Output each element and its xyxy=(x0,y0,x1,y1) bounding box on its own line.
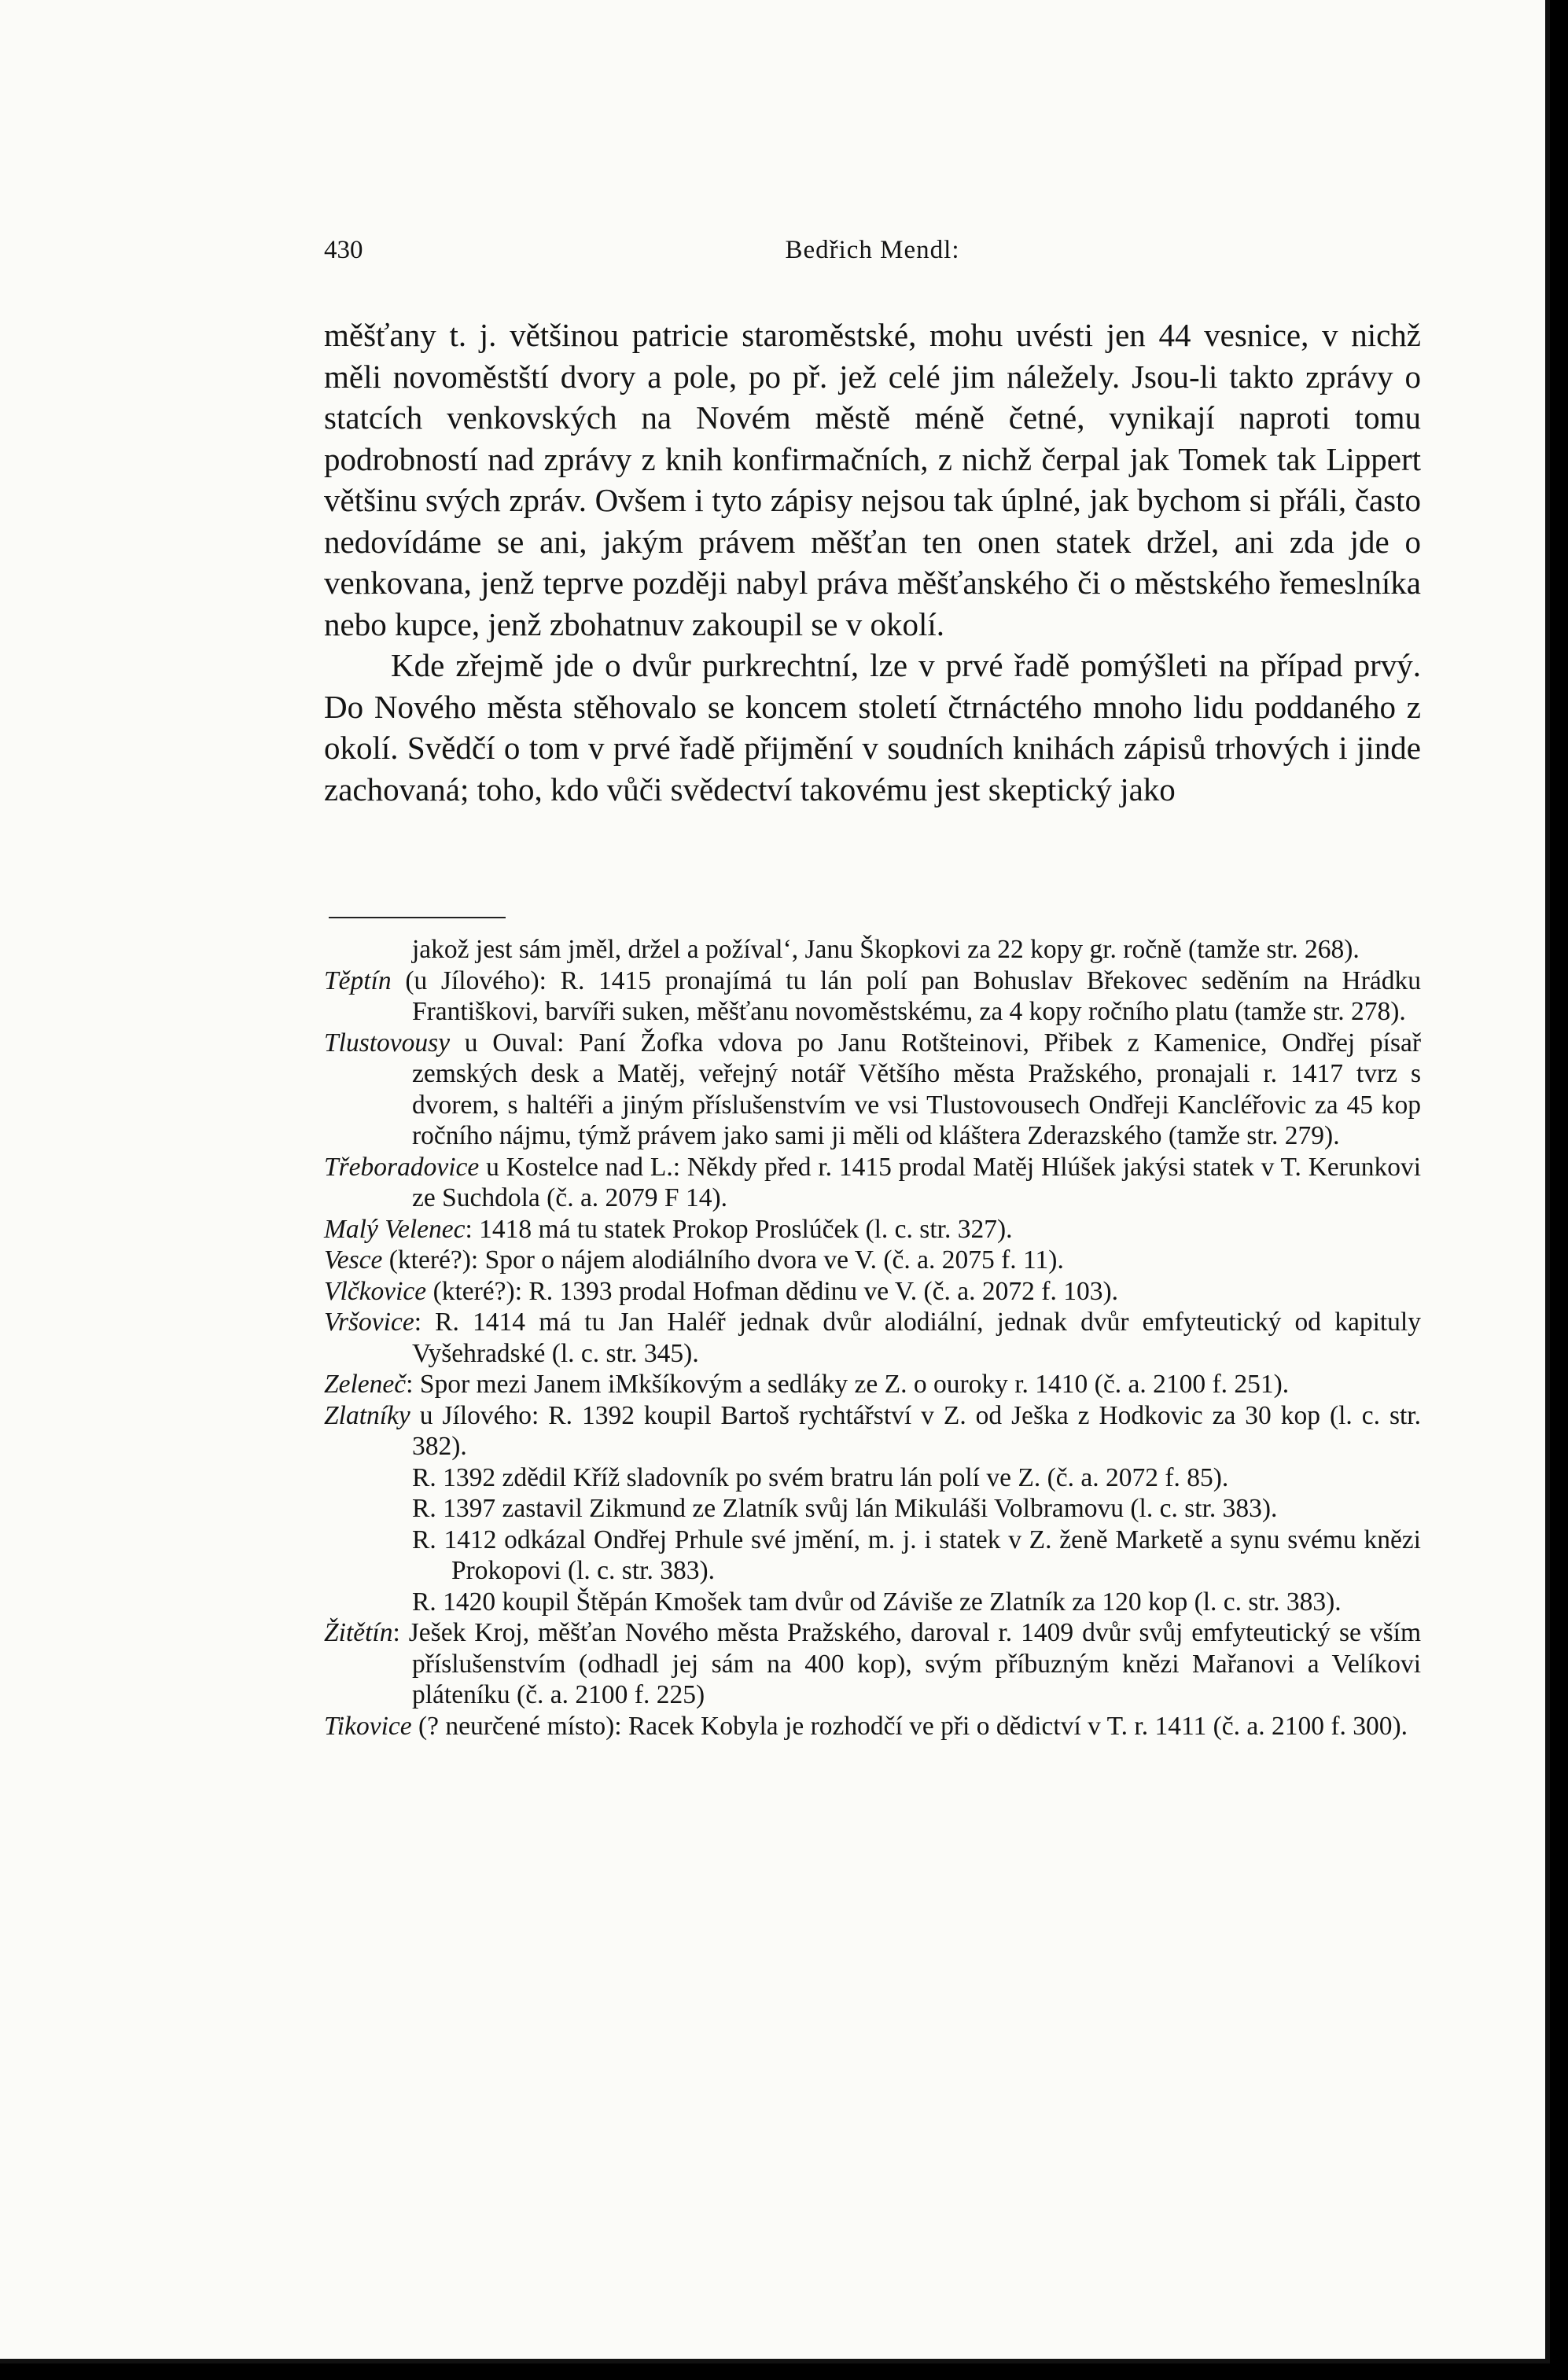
page-number: 430 xyxy=(324,236,363,264)
paragraph: měšťany t. j. většinou patricie staroměstské, mohu uvésti jen 44 vesnice, v nichž měli novoměstští dvory a pole, po př. jež celé jim náležely. Jsou-li takto zprávy o statcích venkovských na Novém městě méně četné, vynikají naproti tomu podrobností nad zprávy z knih konfirmačních, z nichž čerpal jak Tomek tak Lippert většinu svých zpráv. Ovšem i tyto zápisy nejsou tak úplné, jak bychom si přáli, často nedovídáme se ani, jakým právem měšťan ten onen statek držel, ani zda jde o venkovana, jenž teprve později nabyl práva měšťanského či o městského řemeslníka nebo kupce, jenž zbohatnuv zakoupil se v okolí. xyxy=(324,317,1421,642)
footnote-term: Malý Velenec xyxy=(324,1214,466,1244)
footnote-text: R. 1412 odkázal Ondřej Prhule své jmění, m. j. i statek v Z. ženě Marketě a synu svému knězi Prokopovi (l. c. str. 383). xyxy=(412,1525,1421,1585)
footnote-entry xyxy=(324,1493,1421,1525)
footnote-term: Žitětín xyxy=(324,1618,393,1647)
footnote-entry xyxy=(324,1369,1421,1400)
footnote-text: : Spor mezi Janem iMkšíkovým a sedláky ze Z. o ouroky r. 1410 (č. a. 2100 f. 251). xyxy=(406,1370,1290,1399)
footnote-entry xyxy=(324,1276,1421,1308)
footnote-text: u Jílového: R. 1392 koupil Bartoš rychtářství v Z. od Ješka z Hodkovic za 30 kop (l. c. str. 382). xyxy=(410,1400,1421,1461)
footnote-term: Těptín xyxy=(324,966,392,995)
footnote-entry xyxy=(324,966,1421,1028)
footnote-entry xyxy=(324,1525,1421,1587)
footnote-term: Vlčkovice xyxy=(324,1276,427,1306)
page-header xyxy=(324,236,1421,283)
footnote-entry xyxy=(324,934,1421,966)
footnote-text: (? neurčené místo): Racek Kobyla je rozhodčí ve při o dědictví v T. r. 1411 (č. a. 2100 f. 300). xyxy=(411,1711,1408,1741)
footnote-term: Vršovice xyxy=(324,1308,414,1337)
paragraph: Kde zřejmě jde o dvůr purkrechtní, lze v prvé řadě pomýšleti na případ prvý. Do Nového města stěhovalo se koncem století čtrnáctého mnoho lidu poddaného z okolí. Svědčí o tom v prvé řadě přijmění v soudních knihách zápisů trhových i jinde zachovaná; toho, kdo vůči svědectví takovému jest skeptický jako xyxy=(324,647,1421,807)
body-text xyxy=(324,315,1421,810)
footnote-term: Tikovice xyxy=(324,1711,412,1741)
footnote-entry xyxy=(324,1245,1421,1276)
footnote-text: (které?): Spor o nájem alodiálního dvora ve V. (č. a. 2075 f. 11). xyxy=(382,1245,1064,1275)
footnote-entry xyxy=(324,1587,1421,1618)
footnote-entry xyxy=(324,1400,1421,1462)
footnote-entry xyxy=(324,1152,1421,1214)
footnote-entry xyxy=(324,1307,1421,1369)
footnote-entry xyxy=(324,1617,1421,1711)
footnote-text: R. 1420 koupil Štěpán Kmošek tam dvůr od Záviše ze Zlatník za 120 kop (l. c. str. 383). xyxy=(412,1587,1342,1617)
footnote-term: Zlatníky xyxy=(324,1400,410,1430)
footnote-rule xyxy=(329,917,506,918)
footnote-text: : Ješek Kroj, měšťan Nového města Pražského, daroval r. 1409 dvůr svůj emfyteutický se vším příslušenstvím (odhadl jej sám na 400 kop), svým příbuzným knězi Mařanovi a Velíkovi pláteníku (č. a. 2100 f. 225) xyxy=(392,1618,1421,1709)
footnote-text: u Ouval: Paní Žofka vdova po Janu Rotšteinovi, Přibek z Kamenice, Ondřej písař zemských desk a Matěj, veřejný notář Většího města Pražského, pronajali r. 1417 tvrz s dvorem, s haltéři a jiným příslušenstvím ve vsi Tlustovousech Ondřeji Kancléřovic za 45 kop ročního nájmu, týmž právem jako sami ji měli od kláštera Zderazského (tamže str. 279). xyxy=(412,1028,1421,1150)
footnote-term: Tlustovousy xyxy=(324,1028,451,1058)
footnote-entry xyxy=(324,1711,1421,1742)
footnote-entry xyxy=(324,1462,1421,1494)
footnote-term: Vesce xyxy=(324,1245,383,1275)
footnote-text: : 1418 má tu statek Prokop Proslúček (l. c. str. 327). xyxy=(465,1214,1013,1244)
footnotes xyxy=(324,934,1421,1742)
footnote-entry xyxy=(324,1028,1421,1152)
running-head: Bedřich Mendl: xyxy=(785,236,960,264)
footnote-entry xyxy=(324,1214,1421,1245)
footnote-text: jakož jest sám jměl, držel a požíval‘, Janu Škopkovi za 22 kopy gr. ročně (tamže str. 268). xyxy=(412,935,1360,964)
footnote-text: (u Jílového): R. 1415 pronajímá tu lán polí pan Bohuslav Břekovec seděním na Hrádku Františkovi, barvíři suken, měšťanu novoměstskému, za 4 kopy ročního platu (tamže str. 278). xyxy=(391,966,1421,1026)
footnote-text: : R. 1414 má tu Jan Haléř jednak dvůr alodiální, jednak dvůr emfyteutický od kapituly Vyšehradské (l. c. str. 345). xyxy=(412,1308,1421,1368)
footnote-text: (které?): R. 1393 prodal Hofman dědinu ve V. (č. a. 2072 f. 103). xyxy=(426,1276,1118,1306)
footnote-text: u Kostelce nad L.: Někdy před r. 1415 prodal Matěj Hlúšek jakýsi statek v T. Kerunkovi ze Suchdola (č. a. 2079 F 14). xyxy=(412,1152,1421,1212)
footnote-text: R. 1392 zdědil Kříž sladovník po svém bratru lán polí ve Z. (č. a. 2072 f. 85). xyxy=(412,1462,1229,1492)
footnote-text: R. 1397 zastavil Zikmund ze Zlatník svůj lán Mikuláši Volbramovu (l. c. str. 383). xyxy=(412,1494,1278,1523)
footnote-term: Třeboradovice xyxy=(324,1152,480,1182)
footnote-term: Zeleneč xyxy=(324,1370,407,1399)
